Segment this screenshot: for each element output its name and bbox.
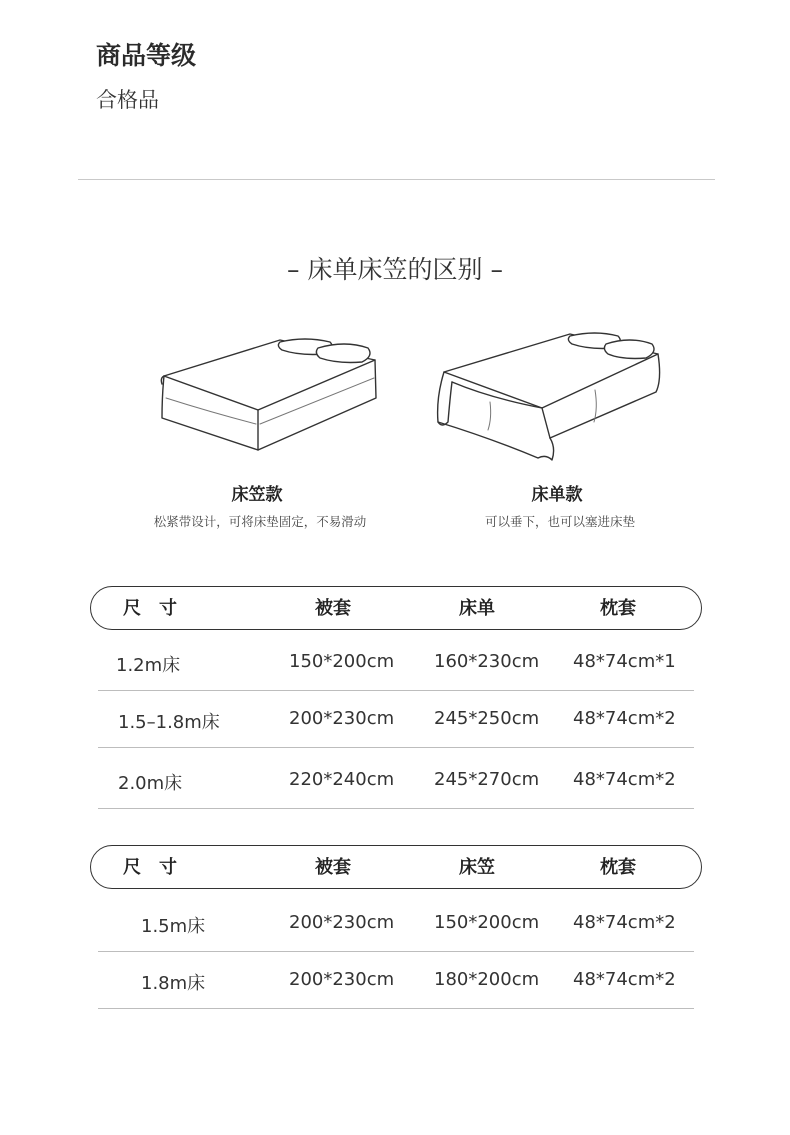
header-pillowcase: 枕套 xyxy=(600,857,636,878)
row-duvet-cover: 200*230cm xyxy=(289,912,395,933)
row-divider xyxy=(98,808,694,809)
table-1-header xyxy=(90,586,702,630)
row-duvet-cover: 220*240cm xyxy=(289,769,395,790)
row-pillowcase: 48*74cm*2 xyxy=(573,912,676,933)
row-duvet-cover: 200*230cm xyxy=(289,708,395,729)
row-divider xyxy=(98,690,694,691)
row-size: 1.2m床 xyxy=(116,655,181,676)
fitted-sheet-description: 松紧带设计，可将床垫固定，不易滑动 xyxy=(153,514,367,529)
flat-sheet-label: 床单款 xyxy=(531,485,583,505)
row-duvet-cover: 150*200cm xyxy=(289,651,395,672)
row-divider xyxy=(98,951,694,952)
fitted-sheet-illustration xyxy=(150,318,390,458)
header-fitted-sheet: 床笠 xyxy=(459,857,495,878)
row-size: 1.5–1.8m床 xyxy=(118,712,220,733)
row-pillowcase: 48*74cm*2 xyxy=(573,969,676,990)
header-size: 尺 寸 xyxy=(123,857,177,878)
fitted-sheet-label: 床笠款 xyxy=(231,485,283,505)
header-pillowcase: 枕套 xyxy=(600,598,636,619)
row-sheet: 245*270cm xyxy=(434,769,540,790)
row-divider xyxy=(98,747,694,748)
section-title: – 床单床笠的区别 – xyxy=(287,255,503,284)
row-pillowcase: 48*74cm*1 xyxy=(573,651,676,672)
row-fitted-sheet: 180*200cm xyxy=(434,969,540,990)
table-2-header xyxy=(90,845,702,889)
header-sheet: 床单 xyxy=(459,598,495,619)
row-pillowcase: 48*74cm*2 xyxy=(573,708,676,729)
row-size: 1.5m床 xyxy=(141,916,206,937)
row-duvet-cover: 200*230cm xyxy=(289,969,395,990)
row-sheet: 160*230cm xyxy=(434,651,540,672)
row-sheet: 245*250cm xyxy=(434,708,540,729)
flat-sheet-illustration xyxy=(430,318,670,468)
row-divider xyxy=(98,1008,694,1009)
row-fitted-sheet: 150*200cm xyxy=(434,912,540,933)
header-size: 尺 寸 xyxy=(123,598,177,619)
divider xyxy=(78,179,715,180)
product-grade-title: 商品等级 xyxy=(96,41,197,70)
flat-sheet-description: 可以垂下，也可以塞进床垫 xyxy=(484,514,635,529)
header-duvet-cover: 被套 xyxy=(315,598,351,619)
product-grade-value: 合格品 xyxy=(96,88,159,112)
header-duvet-cover: 被套 xyxy=(315,857,351,878)
row-pillowcase: 48*74cm*2 xyxy=(573,769,676,790)
row-size: 1.8m床 xyxy=(141,973,206,994)
row-size: 2.0m床 xyxy=(118,773,183,794)
